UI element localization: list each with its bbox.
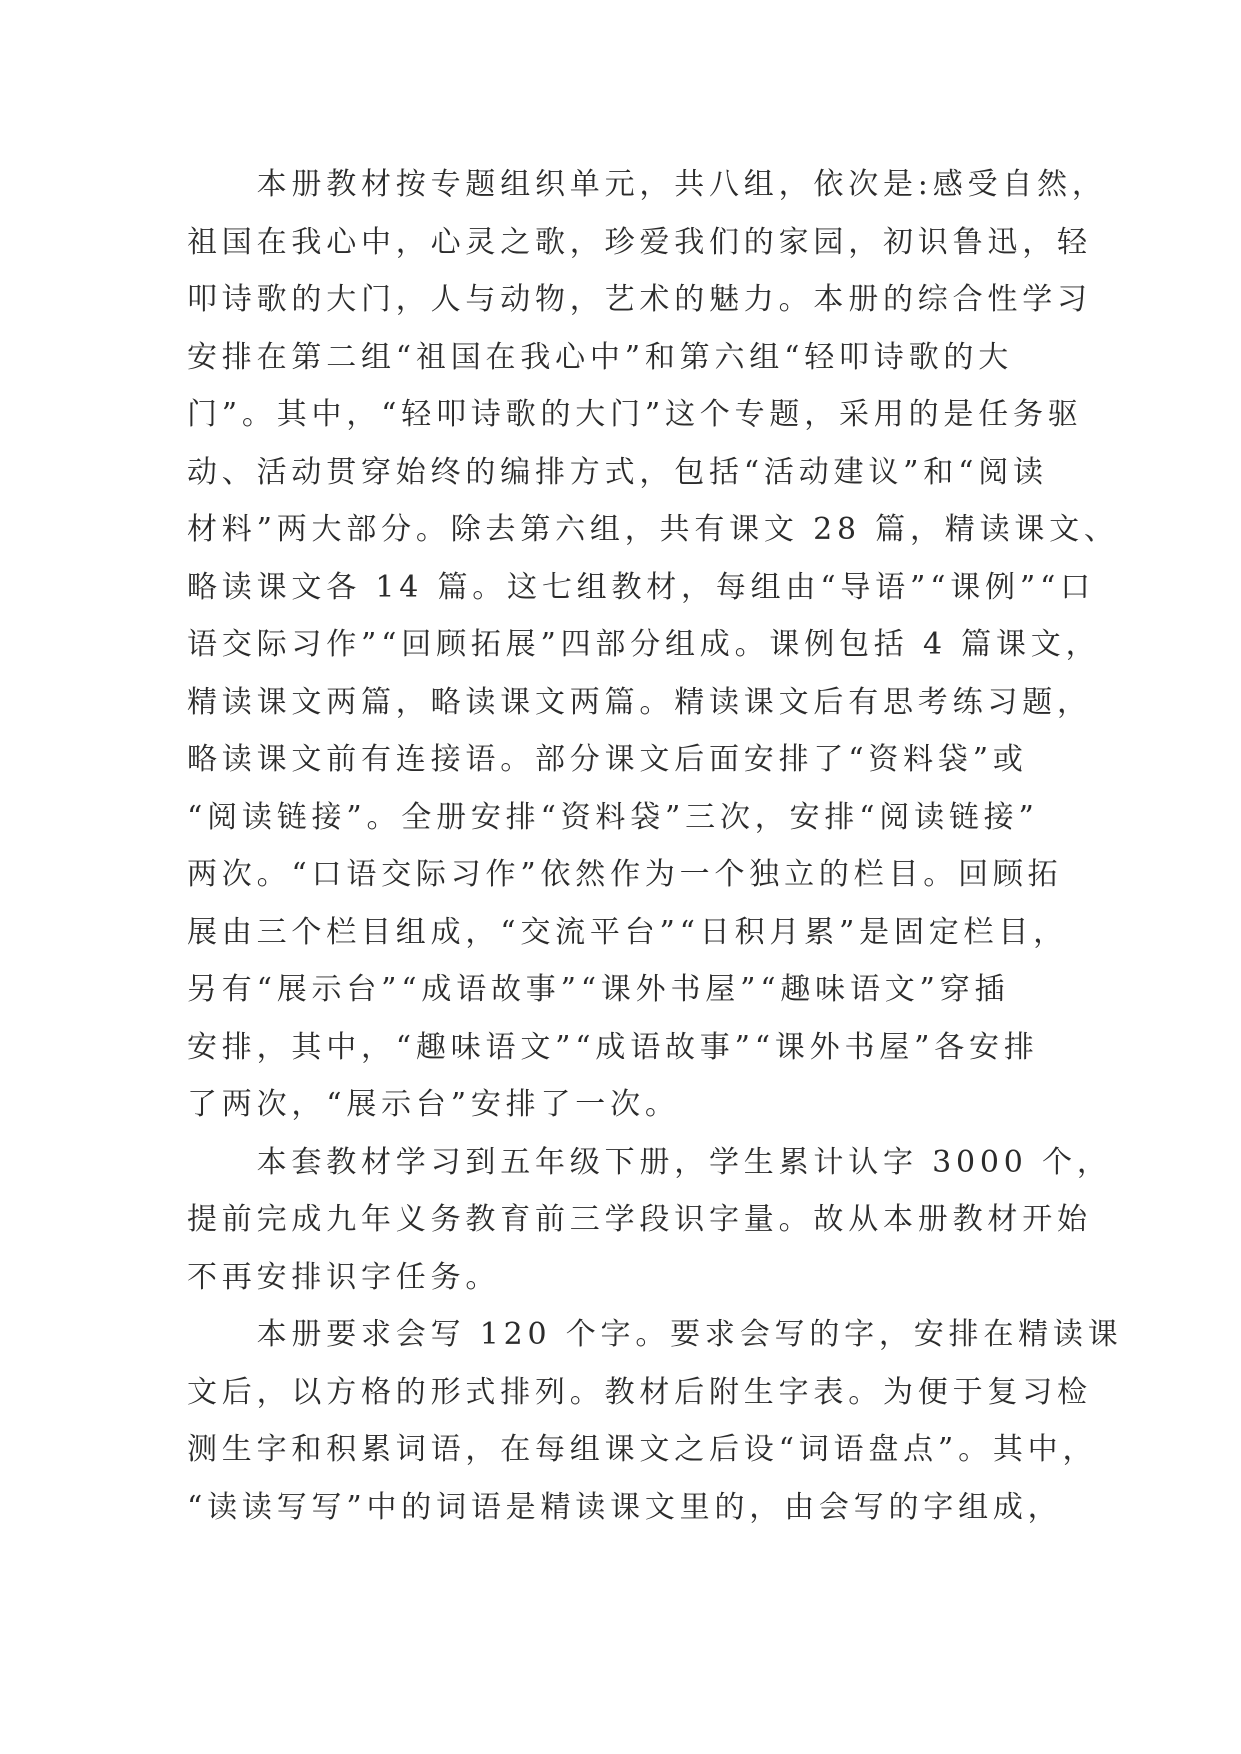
- text-line: 本套教材学习到五年级下册，学生累计认字 3000 个，: [187, 1144, 1112, 1180]
- text-line: 了两次，“展示台”安排了一次。: [187, 1087, 680, 1122]
- text-line: 精读课文两篇，略读课文两篇。精读课文后有思考练习题，: [187, 684, 1092, 720]
- text-line: 展由三个栏目组成，“交流平台”“日积月累”是固定栏目，: [187, 914, 1068, 950]
- text-line: 叩诗歌的大门，人与动物，艺术的魅力。本册的综合性学习: [187, 282, 1092, 317]
- text-line: 本册教材按专题组织单元，共八组，依次是:感受自然，: [187, 167, 1107, 202]
- text-line: 安排在第二组“祖国在我心中”和第六组“轻叩诗歌的大: [187, 339, 1014, 375]
- text-line: “阅读链接”。全册安排“资料袋”三次，安排“阅读链接”: [187, 799, 1039, 835]
- text-line: 门”。其中，“轻叩诗歌的大门”这个专题，采用的是任务驱: [187, 397, 1083, 432]
- text-line: 略读课文前有连接语。部分课文后面安排了“资料袋”或: [187, 742, 1028, 777]
- text-line: 另有“展示台”“成语故事”“课外书屋”“趣味语文”穿插: [187, 972, 1010, 1007]
- text-line: 祖国在我心中，心灵之歌，珍爱我们的家园，初识鲁迅，轻: [187, 224, 1092, 260]
- text-line: 动、活动贯穿始终的编排方式，包括“活动建议”和“阅读: [187, 454, 1048, 490]
- text-line: 文后，以方格的形式排列。教材后附生字表。为便于复习检: [187, 1374, 1092, 1410]
- text-line: “读读写写”中的词语是精读课文里的，由会写的字组成，: [187, 1489, 1063, 1525]
- text-line: 安排，其中，“趣味语文”“成语故事”“课外书屋”各安排: [187, 1029, 1039, 1065]
- text-line: 不再安排识字任务。: [187, 1259, 501, 1295]
- text-line: 测生字和积累词语，在每组课文之后设“词语盘点”。其中，: [187, 1432, 1098, 1467]
- text-line: 语交际习作”“回顾拓展”四部分组成。课例包括 4 篇课文，: [187, 627, 1101, 662]
- text-line: 两次。“口语交际习作”依然作为一个独立的栏目。回顾拓: [187, 857, 1063, 892]
- text-line: 本册要求会写 120 个字。要求会写的字，安排在精读课: [187, 1317, 1123, 1352]
- text-line: 略读课文各 14 篇。这七组教材，每组由“导语”“课例”“口: [187, 569, 1095, 605]
- body-text: [187, 156, 1123, 1536]
- text-line: 材料”两大部分。除去第六组，共有课文 28 篇，精读课文、: [187, 512, 1119, 547]
- text-line: 提前完成九年义务教育前三学段识字量。故从本册教材开始: [187, 1202, 1092, 1237]
